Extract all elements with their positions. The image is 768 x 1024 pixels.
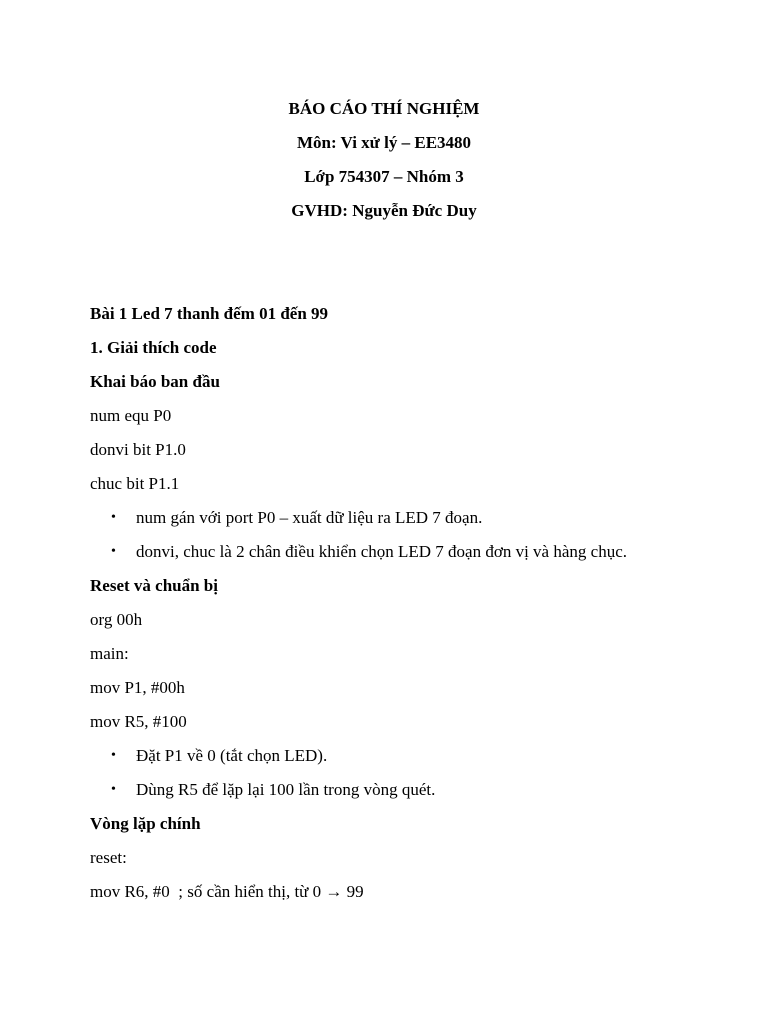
reset-heading: Reset và chuẩn bị (90, 576, 218, 595)
code-line: mov R5, #100 (90, 712, 187, 731)
bullet-icon: • (111, 544, 116, 559)
list-item (90, 535, 730, 569)
section-heading: Bài 1 Led 7 thanh đếm 01 đến 99 (90, 304, 329, 323)
bullet-icon: • (111, 748, 116, 763)
code-line: mov P1, #00h (90, 678, 185, 697)
code-line: reset: (90, 848, 127, 867)
report-title: BÁO CÁO THÍ NGHIỆM (288, 99, 480, 118)
subject-line: Môn: Vi xử lý – EE3480 (296, 133, 472, 152)
report-header (0, 92, 768, 228)
list-item-text: Đặt P1 về 0 (tắt chọn LED). (136, 746, 328, 765)
list-item (90, 773, 730, 807)
section-subheading: 1. Giải thích code (90, 338, 217, 357)
advisor-line: GVHD: Nguyễn Đức Duy (291, 201, 477, 220)
list-item (90, 501, 730, 535)
code-line: chuc bit P1.1 (90, 474, 180, 493)
list-item-text: donvi, chuc là 2 chân điều khiển chọn LED 7 đoạn đơn vị và hàng chục. (136, 542, 627, 561)
list-item (90, 739, 730, 773)
code-line: org 00h (90, 610, 143, 629)
bullet-icon: • (111, 782, 116, 797)
report-body (90, 297, 730, 909)
code-line: mov R6, #0 ; số cần hiển thị, từ 0 → 99 (90, 882, 364, 901)
declarations-heading: Khai báo ban đầu (90, 372, 220, 391)
class-group-line: Lớp 754307 – Nhóm 3 (304, 167, 464, 186)
code-line: main: (90, 644, 129, 663)
code-line: num equ P0 (90, 406, 172, 425)
list-item-text: num gán với port P0 – xuất dữ liệu ra LED 7 đoạn. (136, 508, 483, 527)
code-line: donvi bit P1.0 (90, 440, 186, 459)
list-item-text: Dùng R5 để lặp lại 100 lần trong vòng quét. (136, 780, 436, 799)
main-loop-heading: Vòng lặp chính (90, 814, 201, 833)
bullet-icon: • (111, 510, 116, 525)
